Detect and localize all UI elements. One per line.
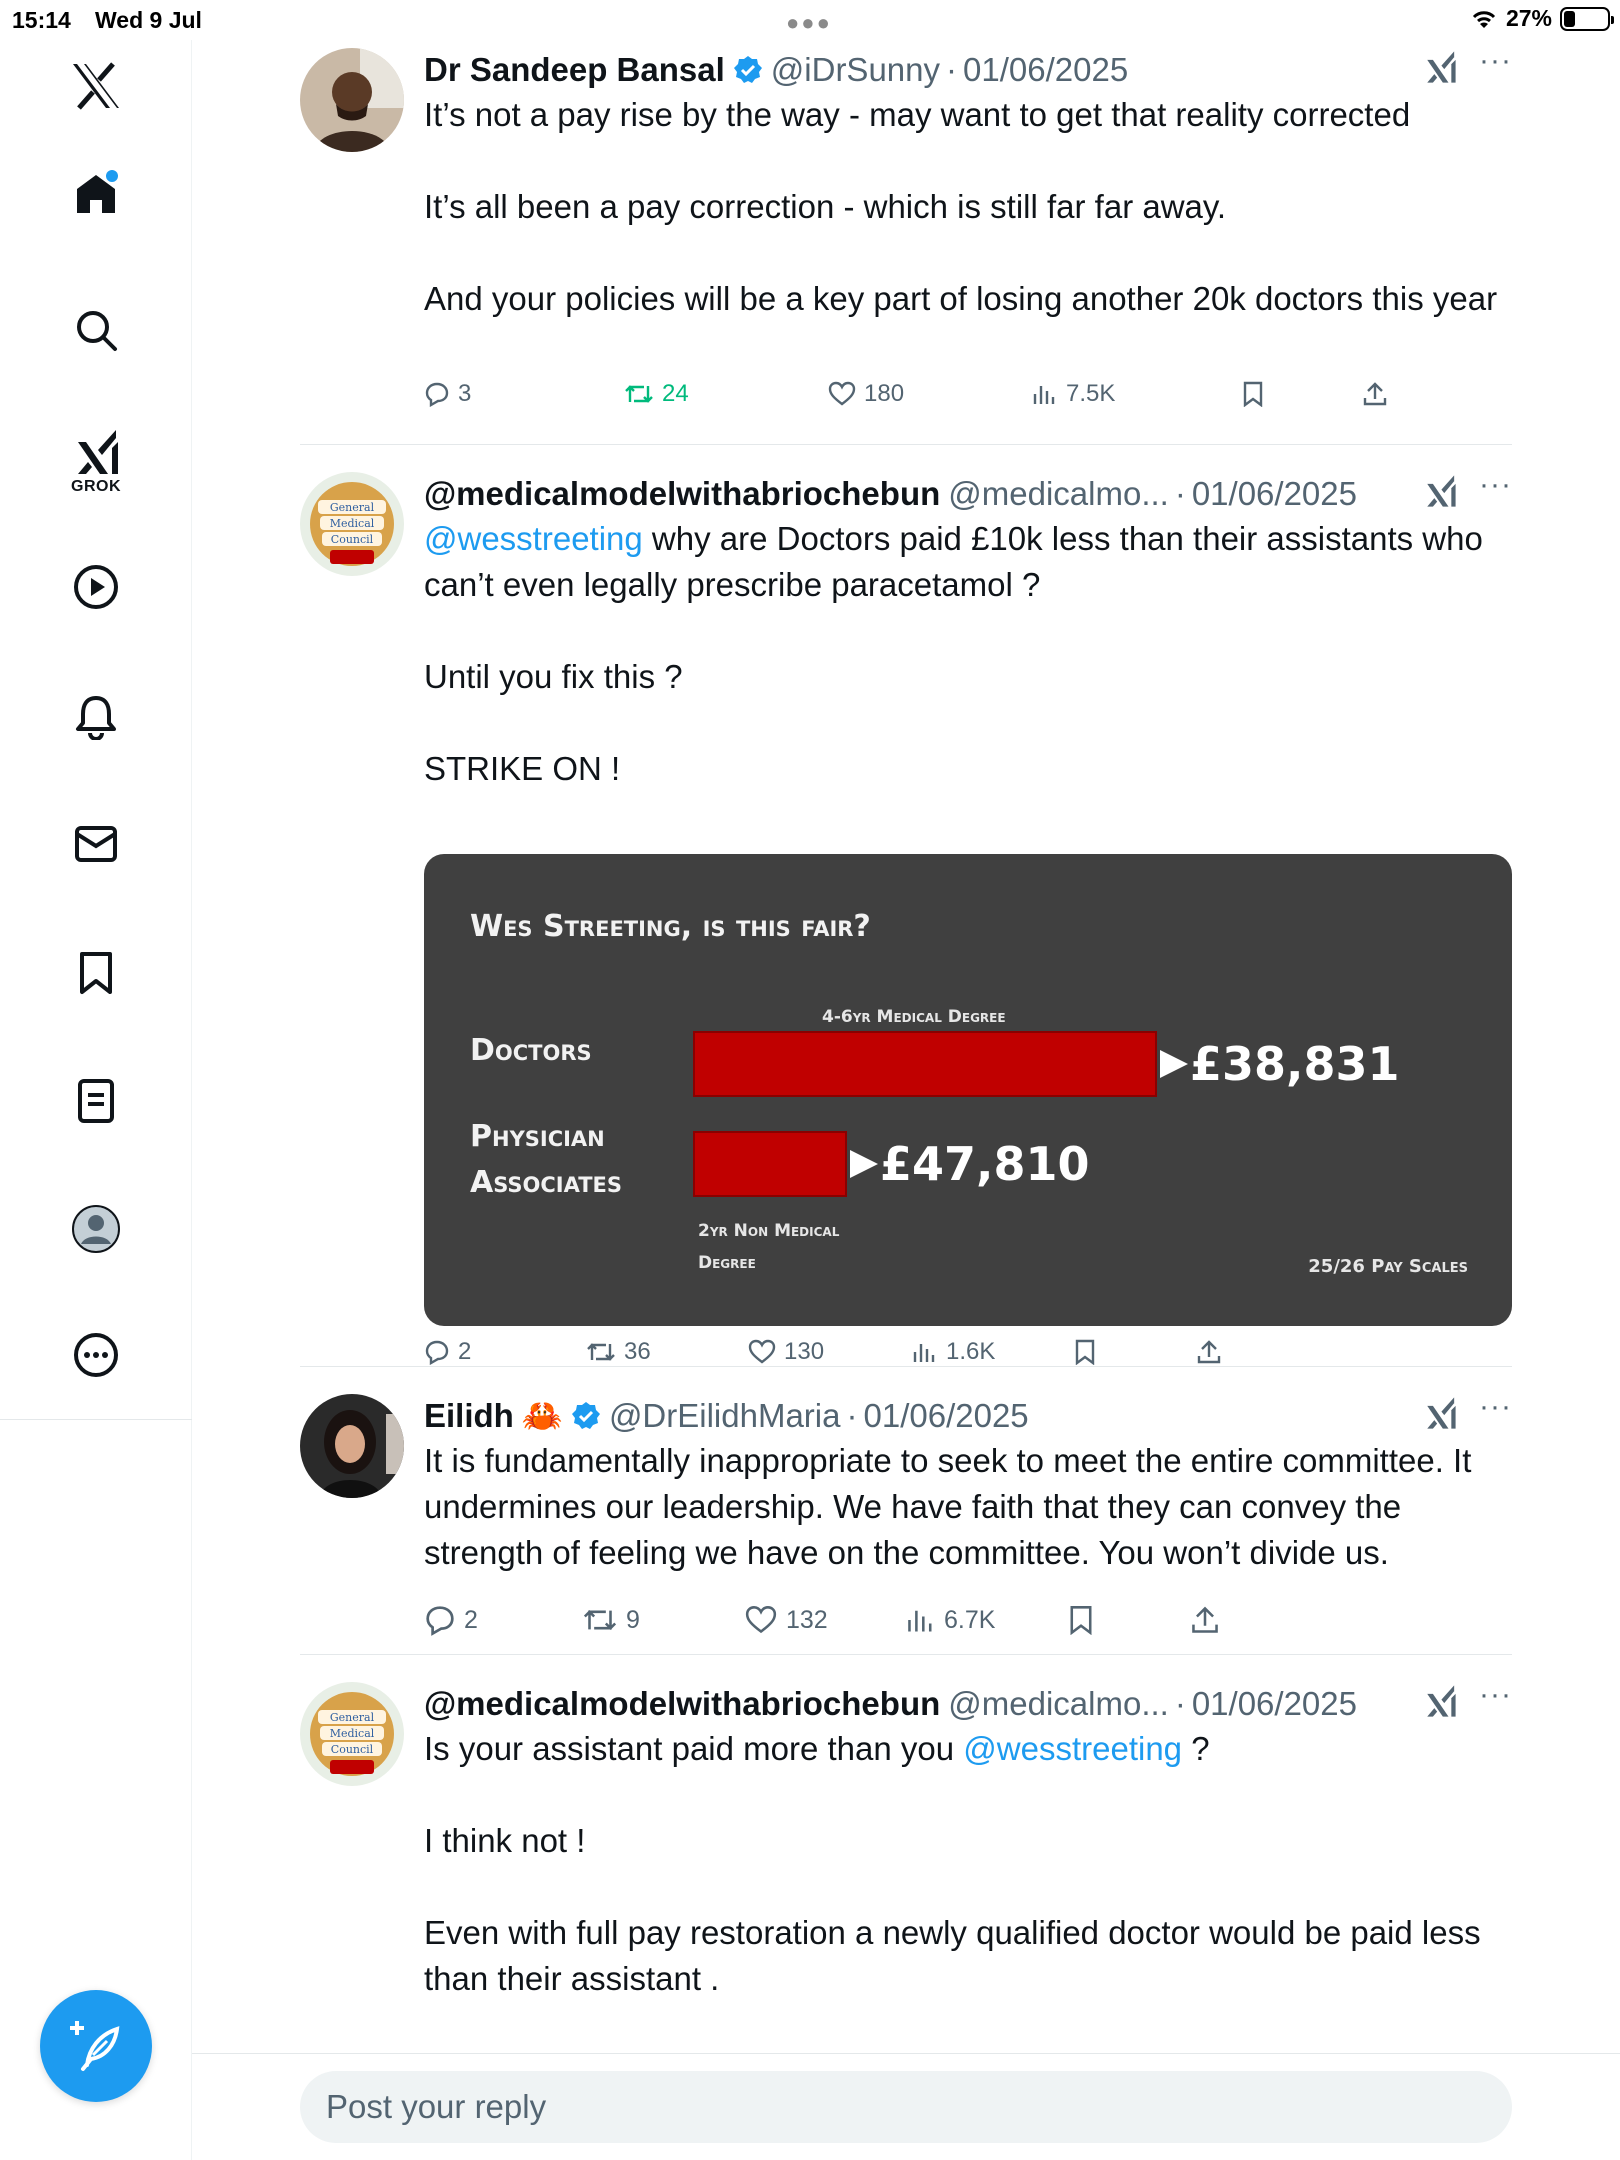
share-icon xyxy=(1190,1605,1220,1635)
video-icon[interactable] xyxy=(0,564,192,610)
reply-icon xyxy=(424,381,450,407)
status-bar xyxy=(0,0,1620,40)
sidebar-divider xyxy=(0,1419,192,1420)
svg-text:Medical: Medical xyxy=(329,517,375,530)
tweet-text-rest: why are Doctors paid £10k less than their assistants who can’t even legally prescribe paracetamol ? Until you fix this ? STRIKE ON ! xyxy=(424,520,1483,787)
tweet-divider xyxy=(300,1654,1512,1655)
share-icon xyxy=(1362,381,1388,407)
verified-badge-icon xyxy=(733,55,763,85)
bookmark-button[interactable] xyxy=(1242,381,1264,407)
author-handle[interactable]: @iDrSunny xyxy=(770,51,941,88)
verified-badge-icon xyxy=(571,1401,601,1431)
notifications-bell-icon[interactable] xyxy=(0,694,192,740)
chart-title: Wes Streeting, is this fair? xyxy=(470,909,871,944)
views-chart-icon xyxy=(912,1340,938,1364)
compose-post-button[interactable] xyxy=(40,1990,152,2102)
x-logo-icon[interactable] xyxy=(0,62,192,110)
crab-emoji: 🦀 xyxy=(521,1396,563,1434)
bookmark-button[interactable] xyxy=(1068,1605,1094,1635)
like-count: 130 xyxy=(784,1338,825,1365)
repost-count: 9 xyxy=(626,1605,640,1634)
avatar[interactable] xyxy=(300,1682,404,1786)
battery-percent: 27% xyxy=(1505,5,1552,31)
mention-link[interactable]: @wesstreeting xyxy=(963,1730,1183,1767)
tweet-text xyxy=(424,516,1512,792)
more-options-icon[interactable]: ··· xyxy=(1479,1390,1512,1423)
chart-bar xyxy=(694,1132,846,1196)
multitask-dots-icon[interactable]: ●●● xyxy=(786,10,832,35)
more-options-icon[interactable]: ··· xyxy=(1479,44,1512,77)
share-button[interactable] xyxy=(1190,1605,1220,1635)
bookmarks-icon[interactable] xyxy=(0,950,192,996)
views-count: 7.5K xyxy=(1066,380,1116,407)
author-name[interactable]: @medicalmodelwithabriochebun xyxy=(424,1685,941,1722)
chart-value-label: £47,810 xyxy=(880,1137,1090,1191)
grok-icon[interactable] xyxy=(0,428,192,496)
more-options-icon[interactable]: ··· xyxy=(1479,1678,1512,1711)
tweet-date[interactable]: 01/06/2025 xyxy=(863,1397,1029,1434)
author-name[interactable]: Eilidh xyxy=(424,1397,514,1434)
chart-category-label: Doctors xyxy=(470,1033,592,1068)
status-date: Wed 9 Jul xyxy=(95,7,202,33)
views-count: 6.7K xyxy=(944,1605,996,1634)
heart-icon xyxy=(748,1339,776,1365)
chart-bar xyxy=(694,1032,1156,1096)
profile-avatar-icon[interactable] xyxy=(0,1204,192,1254)
author-name[interactable]: Dr Sandeep Bansal xyxy=(424,51,725,88)
reply-button[interactable] xyxy=(424,1338,471,1366)
sidebar xyxy=(0,40,192,2160)
chart-category-label: Physician xyxy=(470,1119,605,1154)
bookmark-icon xyxy=(1068,1605,1094,1635)
views-button[interactable] xyxy=(1032,380,1115,408)
svg-text:Council: Council xyxy=(330,533,374,546)
tweet-text: It is fundamentally inappropriate to seek to meet the entire committee. It undermines our leadership. We have faith that they can convey the strength of feeling we have on the committee. You won’t divide us. xyxy=(424,1442,1481,1571)
reply-bar xyxy=(192,2053,1620,2160)
reply-icon xyxy=(424,1604,456,1636)
repost-count: 36 xyxy=(624,1338,651,1365)
avatar[interactable] xyxy=(300,1394,404,1498)
chart-footnote: 25/26 Pay Scales xyxy=(1308,1256,1468,1277)
avatar[interactable] xyxy=(300,48,404,152)
reply-input[interactable]: Post your reply xyxy=(300,2071,1512,2143)
tweet-date[interactable]: 01/06/2025 xyxy=(1191,1685,1357,1722)
like-button[interactable] xyxy=(828,380,904,408)
status-time: 15:14 xyxy=(12,7,71,33)
share-button[interactable] xyxy=(1362,381,1388,407)
battery-icon xyxy=(1560,7,1610,31)
repost-icon xyxy=(586,1340,616,1364)
share-button[interactable] xyxy=(1196,1339,1222,1365)
views-button[interactable] xyxy=(906,1606,995,1635)
repost-icon xyxy=(624,382,654,406)
author-handle[interactable]: @medicalmo... xyxy=(948,1685,1169,1722)
chart-value-label: £38,831 xyxy=(1190,1037,1400,1091)
repost-button[interactable] xyxy=(624,380,689,408)
heart-icon xyxy=(744,1605,778,1635)
tweet-text-start: Is your assistant paid more than you xyxy=(424,1730,964,1767)
like-button[interactable] xyxy=(748,1338,824,1366)
reply-count: 2 xyxy=(464,1605,478,1634)
views-count: 1.6K xyxy=(946,1338,996,1365)
author-name[interactable]: @medicalmodelwithabriochebun xyxy=(424,475,941,512)
wifi-icon xyxy=(1470,8,1498,30)
repost-button[interactable] xyxy=(582,1606,640,1635)
grok-explain-icon[interactable] xyxy=(1423,50,1457,84)
tweet-divider xyxy=(300,444,1512,445)
svg-text:Medical: Medical xyxy=(329,1727,375,1740)
heart-icon xyxy=(828,381,856,407)
more-circle-icon[interactable] xyxy=(0,1332,192,1378)
compose-feather-icon xyxy=(69,2019,123,2073)
views-chart-icon xyxy=(906,1606,936,1634)
views-chart-icon xyxy=(1032,382,1058,406)
repost-count: 24 xyxy=(662,380,689,407)
home-icon[interactable] xyxy=(0,172,192,216)
like-button[interactable] xyxy=(744,1605,828,1635)
grok-explain-icon[interactable] xyxy=(1423,1684,1457,1718)
svg-text:General: General xyxy=(329,1711,375,1724)
bookmark-button[interactable] xyxy=(1074,1339,1096,1365)
battery-level xyxy=(1564,11,1575,27)
chart-svg xyxy=(424,854,1512,1326)
bookmark-icon xyxy=(1242,381,1264,407)
more-options-icon[interactable]: ··· xyxy=(1479,468,1512,501)
grok-explain-icon[interactable] xyxy=(1423,474,1457,508)
share-icon xyxy=(1196,1339,1222,1365)
chart-bar-arrow xyxy=(1160,1050,1188,1078)
tweet-text-rest: ? I think not ! Even with full pay restoration a newly qualified doctor would be paid less than their assistant . xyxy=(424,1730,1481,1997)
like-count: 132 xyxy=(786,1605,828,1634)
grok-label: GROK xyxy=(71,478,121,495)
tweet-date[interactable]: 01/06/2025 xyxy=(1191,475,1357,512)
home-notification-dot xyxy=(106,170,118,182)
tweet-text: It’s not a pay rise by the way - may want to get that reality corrected It’s all been a pay correction - which is still far far away. And your policies will be a key part of losing another 20k doctors this year xyxy=(424,96,1498,317)
mention-link[interactable]: @wesstreeting xyxy=(424,520,643,557)
search-icon[interactable] xyxy=(0,308,192,352)
like-count: 180 xyxy=(864,380,905,407)
tweet-date[interactable]: 01/06/2025 xyxy=(963,51,1129,88)
bookmark-icon xyxy=(1074,1339,1096,1365)
grok-explain-icon[interactable] xyxy=(1423,1396,1457,1430)
tweet-text xyxy=(424,1726,1512,2002)
svg-text:General: General xyxy=(329,501,375,514)
chart-image-card[interactable] xyxy=(424,854,1512,1326)
reply-icon xyxy=(424,1339,450,1365)
author-handle[interactable]: @medicalmo... xyxy=(948,475,1169,512)
views-button[interactable] xyxy=(912,1338,995,1366)
reply-count: 2 xyxy=(458,1338,472,1365)
reply-button[interactable] xyxy=(424,380,471,408)
chart-annotation: 4-6yr Medical Degree xyxy=(822,1007,1006,1027)
avatar[interactable] xyxy=(300,472,404,576)
reply-button[interactable] xyxy=(424,1604,478,1636)
svg-text:Council: Council xyxy=(330,1743,374,1756)
tweet-divider xyxy=(300,1366,1512,1367)
repost-icon xyxy=(582,1606,618,1634)
chart-annotation: Degree xyxy=(698,1253,756,1273)
lists-icon[interactable] xyxy=(0,1078,192,1124)
author-handle[interactable]: @DrEilidhMaria xyxy=(608,1397,841,1434)
messages-envelope-icon[interactable] xyxy=(0,824,192,864)
chart-bar-arrow xyxy=(850,1150,878,1178)
chart-category-label: Associates xyxy=(470,1165,623,1200)
chart-annotation: 2yr Non Medical xyxy=(698,1221,840,1241)
repost-button[interactable] xyxy=(586,1338,651,1366)
reply-count: 3 xyxy=(458,380,472,407)
